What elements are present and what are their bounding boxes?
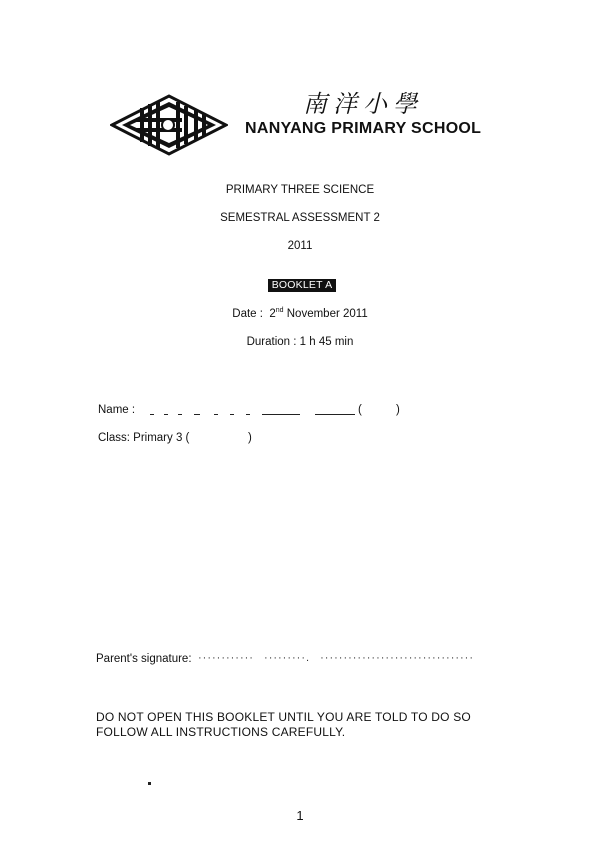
instructions <box>96 710 471 740</box>
booklet-label: BOOKLET A <box>268 279 336 292</box>
exam-year: 2011 <box>287 240 313 252</box>
index-open-paren: ( <box>358 404 362 416</box>
date-month-year: November 2011 <box>283 307 368 320</box>
date-day: 2 <box>269 307 276 320</box>
name-field-underline <box>315 414 355 415</box>
date-label: Date : <box>232 307 263 320</box>
school-name-chinese: 南洋小學 <box>303 90 423 118</box>
signature-dots-1: ············ <box>198 652 254 664</box>
name-label: Name : <box>98 404 136 416</box>
parent-signature-label: Parent's signature: <box>96 653 192 665</box>
class-close-paren: ) <box>248 432 252 444</box>
signature-dots-3: ································· <box>320 652 475 664</box>
stray-mark <box>148 782 151 785</box>
class-label: Class: Primary 3 ( <box>98 432 190 444</box>
parent-signature-field[interactable] <box>198 652 474 664</box>
assessment-title: SEMESTRAL ASSESSMENT 2 <box>220 212 380 224</box>
exam-duration: Duration : 1 h 45 min <box>246 336 354 348</box>
class-field[interactable] <box>192 432 246 446</box>
exam-date <box>0 307 600 320</box>
exam-subject: PRIMARY THREE SCIENCE <box>225 184 375 196</box>
signature-dots-2: ·········. <box>264 652 311 664</box>
page-number: 1 <box>296 808 304 823</box>
index-close-paren: ) <box>396 404 400 416</box>
instruction-line-2: FOLLOW ALL INSTRUCTIONS CAREFULLY. <box>96 725 346 739</box>
date-suffix: nd <box>275 307 284 314</box>
school-name-english: NANYANG PRIMARY SCHOOL <box>245 120 482 137</box>
instruction-line-1: DO NOT OPEN THIS BOOKLET UNTIL YOU ARE TOLD TO DO SO <box>96 710 471 724</box>
name-field[interactable] <box>150 406 300 416</box>
school-logo <box>110 94 228 156</box>
